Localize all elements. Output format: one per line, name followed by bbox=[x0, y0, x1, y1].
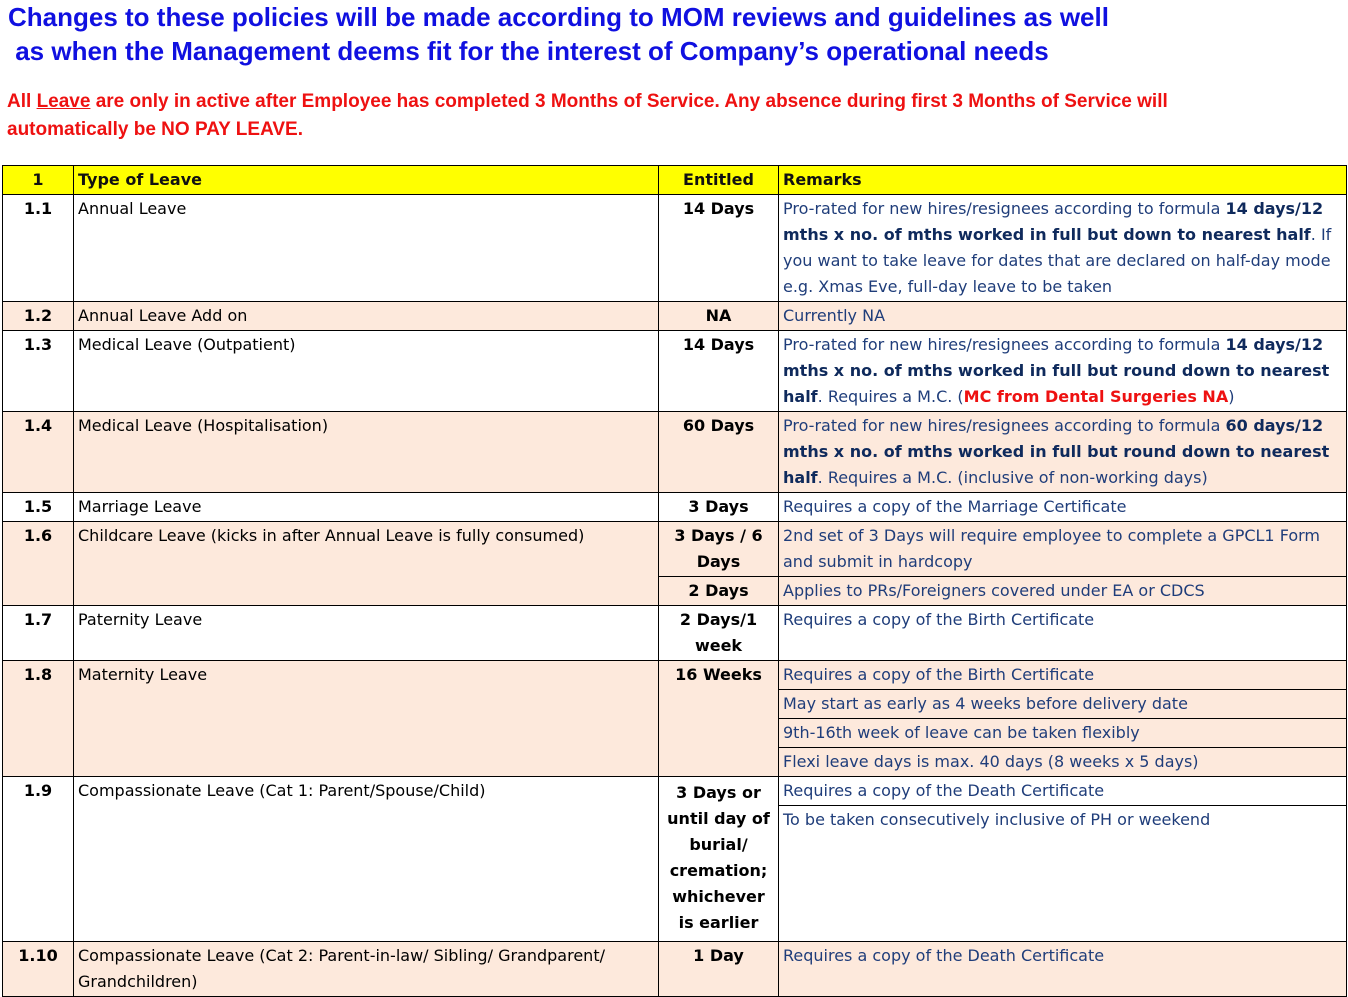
table-row bbox=[3, 302, 1347, 331]
table-header-row bbox=[3, 166, 1347, 195]
notice-leave-word: Leave bbox=[36, 91, 91, 112]
policy-heading bbox=[8, 0, 1109, 68]
table-row bbox=[3, 412, 1347, 493]
row-no: 1.10 bbox=[3, 942, 74, 997]
row-entitled: 16 Weeks bbox=[659, 661, 779, 777]
row-remarks: Requires a copy of the Death Certificate bbox=[779, 942, 1347, 997]
row-entitled: 14 Days bbox=[659, 331, 779, 412]
row-no: 1.6 bbox=[3, 522, 74, 606]
row-remarks: Flexi leave days is max. 40 days (8 weeks x 5 days) bbox=[779, 748, 1347, 777]
table-row bbox=[3, 777, 1347, 806]
row-no: 1.7 bbox=[3, 606, 74, 661]
row-entitled: NA bbox=[659, 302, 779, 331]
row-remarks: Currently NA bbox=[779, 302, 1347, 331]
leave-policy-table bbox=[2, 165, 1347, 997]
row-no: 1.8 bbox=[3, 661, 74, 777]
row-type: Paternity Leave bbox=[74, 606, 659, 661]
row-type: Annual Leave Add on bbox=[74, 302, 659, 331]
row-entitled: 14 Days bbox=[659, 195, 779, 302]
row-entitled: 3 Days bbox=[659, 493, 779, 522]
row-remarks bbox=[779, 195, 1347, 302]
row-remarks: Requires a copy of the Birth Certificate bbox=[779, 606, 1347, 661]
remark-text: ) bbox=[1228, 387, 1235, 406]
remark-text: . If you want to take leave for dates that are declared on half-day mode e.g. Xmas Eve, full-day leave to be taken bbox=[783, 225, 1332, 296]
remark-formula: 14 days/12 mths x no. of mths worked in full but round down to nearest half bbox=[783, 335, 1330, 406]
remark-formula: 60 days/12 mths x no. of mths worked in full but round down to nearest half bbox=[783, 416, 1330, 487]
row-no: 1.5 bbox=[3, 493, 74, 522]
notice-prefix: All bbox=[7, 91, 37, 112]
row-remarks bbox=[779, 331, 1347, 412]
remark-warning: MC from Dental Surgeries NA bbox=[963, 387, 1229, 406]
header-type: Type of Leave bbox=[74, 166, 659, 195]
row-no: 1.3 bbox=[3, 331, 74, 412]
remark-text: Pro-rated for new hires/resignees according to formula bbox=[783, 416, 1226, 435]
row-type: Childcare Leave (kicks in after Annual Leave is fully consumed) bbox=[74, 522, 659, 606]
table-row bbox=[3, 606, 1347, 661]
row-remarks: Requires a copy of the Birth Certificate bbox=[779, 661, 1347, 690]
row-remarks bbox=[779, 412, 1347, 493]
row-type: Annual Leave bbox=[74, 195, 659, 302]
row-type: Medical Leave (Outpatient) bbox=[74, 331, 659, 412]
row-no: 1.4 bbox=[3, 412, 74, 493]
row-type: Medical Leave (Hospitalisation) bbox=[74, 412, 659, 493]
remark-formula: 14 days/12 mths x no. of mths worked in full but down to nearest half bbox=[783, 199, 1324, 244]
table-row bbox=[3, 331, 1347, 412]
row-remarks: Requires a copy of the Death Certificate bbox=[779, 777, 1347, 806]
row-no: 1.9 bbox=[3, 777, 74, 942]
heading-line-1: Changes to these policies will be made according to MOM reviews and guidelines as well bbox=[8, 2, 1109, 32]
leave-notice bbox=[7, 88, 1267, 144]
row-remarks: Requires a copy of the Marriage Certificate bbox=[779, 493, 1347, 522]
remark-text: Pro-rated for new hires/resignees according to formula bbox=[783, 335, 1226, 354]
row-type: Compassionate Leave (Cat 1: Parent/Spouse/Child) bbox=[74, 777, 659, 942]
table-row bbox=[3, 522, 1347, 577]
row-entitled: 60 Days bbox=[659, 412, 779, 493]
row-remarks: To be taken consecutively inclusive of PH or weekend bbox=[779, 806, 1347, 942]
remark-text: Pro-rated for new hires/resignees according to formula bbox=[783, 199, 1226, 218]
header-entitled: Entitled bbox=[659, 166, 779, 195]
remark-text: . Requires a M.C. (inclusive of non-working days) bbox=[817, 468, 1208, 487]
remark-text: . Requires a M.C. ( bbox=[817, 387, 964, 406]
table-row bbox=[3, 942, 1347, 997]
row-type: Marriage Leave bbox=[74, 493, 659, 522]
table-row bbox=[3, 661, 1347, 690]
table-row bbox=[3, 195, 1347, 302]
heading-line-2: as when the Management deems fit for the interest of Company’s operational needs bbox=[8, 36, 1049, 66]
row-entitled: 1 Day bbox=[659, 942, 779, 997]
row-remarks: 9th-16th week of leave can be taken flexibly bbox=[779, 719, 1347, 748]
row-entitled: 2 Days/1 week bbox=[659, 606, 779, 661]
header-no: 1 bbox=[3, 166, 74, 195]
row-entitled: 3 Days / 6 Days bbox=[659, 522, 779, 577]
row-entitled: 3 Days or until day of burial/ cremation; whichever is earlier bbox=[659, 777, 779, 942]
row-no: 1.2 bbox=[3, 302, 74, 331]
row-remarks: Applies to PRs/Foreigners covered under EA or CDCS bbox=[779, 577, 1347, 606]
row-type: Maternity Leave bbox=[74, 661, 659, 777]
notice-rest: are only in active after Employee has completed 3 Months of Service. Any absence during first 3 Months of Service will automatically be NO PAY LEAVE. bbox=[7, 91, 1168, 140]
header-remarks: Remarks bbox=[779, 166, 1347, 195]
table-row bbox=[3, 493, 1347, 522]
row-remarks: 2nd set of 3 Days will require employee to complete a GPCL1 Form and submit in hardcopy bbox=[779, 522, 1347, 577]
row-type: Compassionate Leave (Cat 2: Parent-in-law/ Sibling/ Grandparent/ Grandchildren) bbox=[74, 942, 659, 997]
row-no: 1.1 bbox=[3, 195, 74, 302]
row-remarks: May start as early as 4 weeks before delivery date bbox=[779, 690, 1347, 719]
row-entitled: 2 Days bbox=[659, 577, 779, 606]
